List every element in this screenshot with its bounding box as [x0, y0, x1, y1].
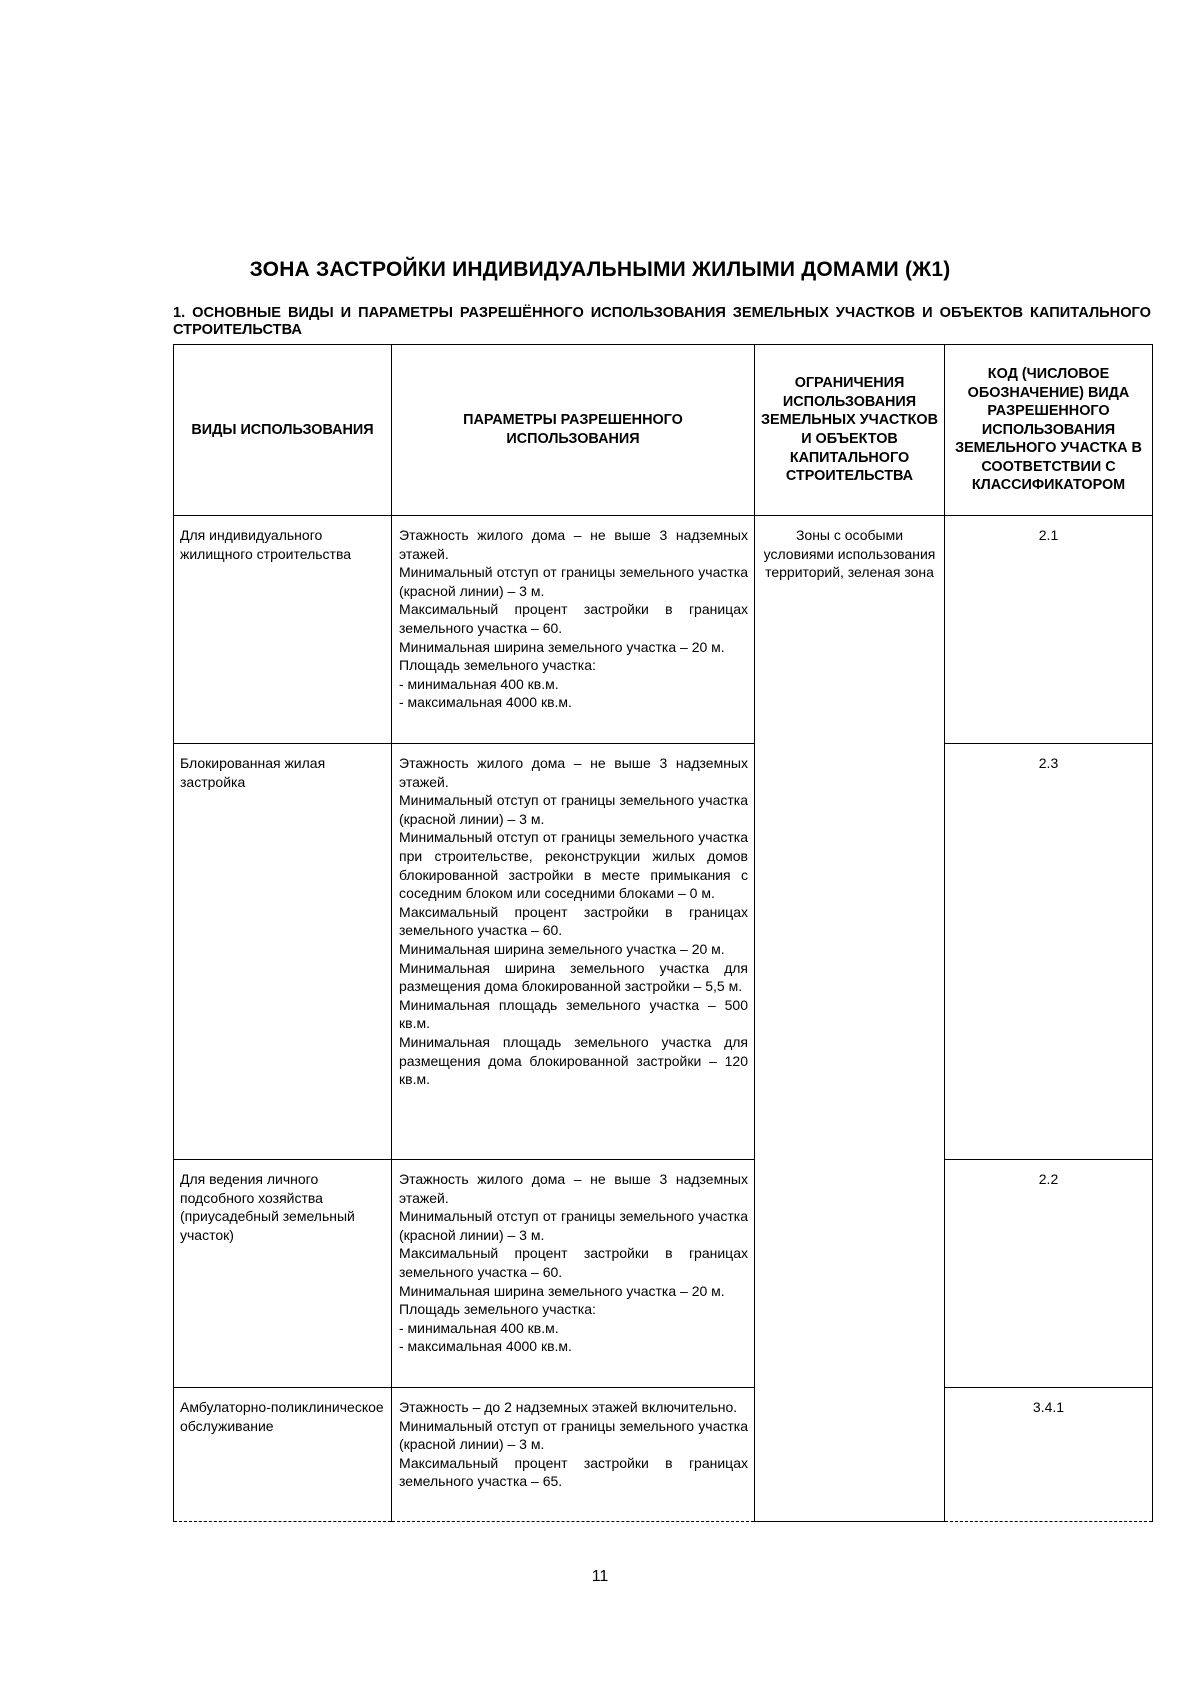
header-limits: ОГРАНИЧЕНИЯ ИСПОЛЬЗОВАНИЯ ЗЕМЕЛЬНЫХ УЧАСТКОВ И ОБЪЕКТОВ КАПИТАЛЬНОГО СТРОИТЕЛЬСТВА: [755, 345, 945, 516]
use-cell: Блокированная жилая застройка: [174, 744, 392, 1160]
params-cell: [392, 1160, 755, 1388]
limits-cell: Зоны с особыми условиями использования территорий, зеленая зона: [755, 516, 945, 1522]
param-line: - минимальная 400 кв.м.: [399, 1319, 559, 1336]
params-cell: [392, 516, 755, 744]
param-line: Максимальный процент застройки в границах земельного участка – 60.: [399, 601, 748, 636]
header-params: ПАРАМЕТРЫ РАЗРЕШЕННОГО ИСПОЛЬЗОВАНИЯ: [392, 345, 755, 516]
header-code: КОД (ЧИСЛОВОЕ ОБОЗНАЧЕНИЕ) ВИДА РАЗРЕШЕННОГО ИСПОЛЬЗОВАНИЯ ЗЕМЕЛЬНОГО УЧАСТКА В СООТВЕТСТВИИ С КЛАССИФИКАТОРОМ: [945, 345, 1153, 516]
params-cell: [392, 1388, 755, 1522]
param-line: Минимальный отступ от границы земельного участка (красной линии) – 3 м.: [399, 1208, 748, 1243]
param-line: Минимальный отступ от границы земельного участка (красной линии) – 3 м.: [399, 1417, 748, 1453]
table-row: [174, 1160, 1153, 1388]
use-cell: Для индивидуального жилищного строительства: [174, 516, 392, 744]
param-line: Этажность жилого дома – не выше 3 надземных этажей.: [399, 527, 748, 562]
table-row: [174, 1388, 1153, 1522]
page-number: 11: [591, 1568, 609, 1585]
param-line: Минимальный отступ от границы земельного участка при строительстве, реконструкции жилых домов блокированной застройки в месте примыкания с соседним блоком или соседними блоками – 0 м.: [399, 829, 748, 902]
table-header-row: [174, 345, 1153, 516]
param-line: Минимальная площадь земельного участка – 500 кв.м.: [399, 996, 748, 1032]
param-line: Этажность – до 2 надземных этажей включительно.: [399, 1399, 738, 1415]
param-line: Минимальная ширина земельного участка – 20 м.: [399, 638, 725, 655]
param-line: - максимальная 4000 кв.м.: [399, 1338, 572, 1355]
document-title: ЗОНА ЗАСТРОЙКИ ИНДИВИДУАЛЬНЫМИ ЖИЛЫМИ ДОМАМИ (Ж1): [249, 258, 951, 281]
param-line: Минимальный отступ от границы земельного участка (красной линии) – 3 м.: [399, 564, 748, 599]
param-line: Минимальная ширина земельного участка – 20 м.: [399, 1282, 725, 1299]
param-line: - минимальная 400 кв.м.: [399, 675, 559, 692]
table-row: [174, 744, 1153, 1160]
code-cell: 3.4.1: [945, 1388, 1153, 1522]
code-cell: 2.2: [945, 1160, 1153, 1388]
params-cell: [392, 744, 755, 1160]
use-cell: Для ведения личного подсобного хозяйства (приусадебный земельный участок): [174, 1160, 392, 1388]
param-line: - максимальная 4000 кв.м.: [399, 694, 572, 711]
code-cell: 2.3: [945, 744, 1153, 1160]
param-line: Минимальный отступ от границы земельного участка (красной линии) – 3 м.: [399, 792, 748, 827]
section-heading: 1. ОСНОВНЫЕ ВИДЫ И ПАРАМЕТРЫ РАЗРЕШЁННОГО ИСПОЛЬЗОВАНИЯ ЗЕМЕЛЬНЫХ УЧАСТКОВ И ОБЪЕКТОВ КАПИТАЛЬНОГО СТРОИТЕЛЬСТВА: [173, 305, 1151, 338]
header-use: ВИДЫ ИСПОЛЬЗОВАНИЯ: [174, 345, 392, 516]
zoning-table: [173, 344, 1153, 1522]
param-line: Этажность жилого дома – не выше 3 надземных этажей.: [399, 1171, 748, 1206]
param-line: Этажность жилого дома – не выше 3 надземных этажей.: [399, 755, 748, 790]
code-cell: 2.1: [945, 516, 1153, 744]
param-line: Максимальный процент застройки в границах земельного участка – 60.: [399, 1245, 748, 1280]
param-line: Минимальная площадь земельного участка для размещения дома блокированной застройки – 120 кв.м.: [399, 1033, 748, 1088]
param-line: Максимальный процент застройки в границах земельного участка – 65.: [399, 1454, 748, 1490]
param-line: Минимальная ширина земельного участка для размещения дома блокированной застройки – 5,5 м.: [399, 959, 748, 995]
param-line: Максимальный процент застройки в границах земельного участка – 60.: [399, 903, 748, 939]
param-line: Площадь земельного участка:: [399, 657, 596, 674]
param-line: Площадь земельного участка:: [399, 1301, 596, 1318]
table-row: [174, 516, 1153, 744]
param-line: Минимальная ширина земельного участка – 20 м.: [399, 940, 725, 957]
use-cell: Амбулаторно-поликлиническое обслуживание: [174, 1388, 392, 1522]
